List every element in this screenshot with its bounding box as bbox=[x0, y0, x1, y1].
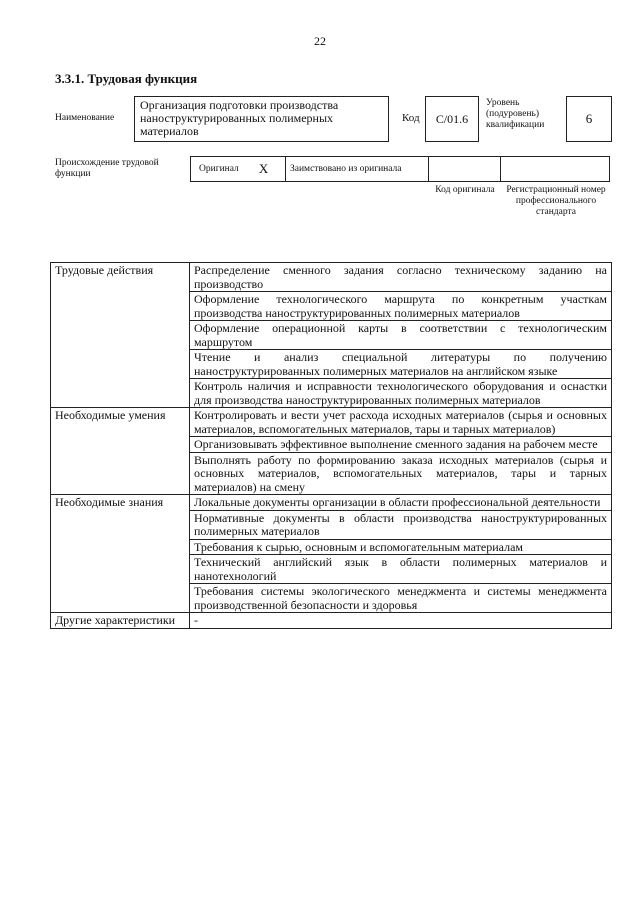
origin-reg-cell bbox=[501, 157, 609, 181]
item-cell: Оформление операционной карты в соответствии с технологическим маршрутом bbox=[190, 321, 612, 350]
item-cell: Нормативные документы в области производства наноструктурированных полимерных материалов bbox=[190, 510, 612, 539]
origin-code-caption: Код оригинала bbox=[435, 185, 495, 195]
level-label: Уровень (подуровень) квалификации bbox=[486, 98, 545, 130]
origin-original-cell bbox=[191, 157, 286, 181]
table-row bbox=[51, 263, 612, 292]
function-details-table bbox=[50, 262, 612, 629]
item-cell: Локальные документы организации в области профессиональной деятельности bbox=[190, 495, 612, 511]
table-row bbox=[51, 613, 612, 629]
item-cell: Организовывать эффективное выполнение сменного задания на рабочем месте bbox=[190, 437, 612, 453]
origin-original-mark: X bbox=[258, 161, 269, 176]
category-cell: Необходимые знания bbox=[51, 495, 190, 613]
item-cell: Оформление технологического маршрута по конкретным участкам производства наноструктурированных полимерных материалов bbox=[190, 292, 612, 321]
item-cell: Распределение сменного задания согласно техническому заданию на производство bbox=[190, 263, 612, 292]
item-cell: Выполнять работу по формированию заказа исходных материалов (сырья и основных материалов, вспомогательных материалов, тары и тарных материалов) на смену bbox=[190, 452, 612, 495]
table-row bbox=[51, 408, 612, 437]
item-cell: - bbox=[190, 613, 612, 629]
origin-label: Происхождение трудовой функции bbox=[55, 158, 159, 179]
origin-reg-caption: Регистрационный номер профессионального стандарта bbox=[506, 185, 606, 217]
item-cell: Контроль наличия и исправности технологического оборудования и оснастки для производства наноструктурированных полимерных материалов bbox=[190, 379, 612, 408]
origin-borrowed-cell bbox=[286, 157, 429, 181]
page-number: 22 bbox=[314, 34, 326, 48]
origin-original-label: Оригинал bbox=[199, 164, 239, 174]
name-label: Наименование bbox=[55, 113, 115, 123]
code-value: С/01.6 bbox=[435, 111, 469, 126]
function-details-body bbox=[51, 263, 612, 629]
category-cell: Трудовые действия bbox=[51, 263, 190, 408]
category-cell: Другие характеристики bbox=[51, 613, 190, 629]
table-row bbox=[51, 495, 612, 511]
origin-row bbox=[190, 156, 610, 182]
section-title: 3.3.1. Трудовая функция bbox=[55, 71, 198, 86]
function-name-box bbox=[134, 96, 389, 142]
origin-borrowed-label: Заимствовано из оригинала bbox=[290, 164, 402, 174]
item-cell: Требования системы экологического менеджмента и системы менеджмента производственной безопасности и здоровья bbox=[190, 584, 612, 613]
code-label: Код bbox=[402, 112, 420, 124]
level-value: 6 bbox=[585, 111, 593, 126]
category-cell: Необходимые умения bbox=[51, 408, 190, 495]
function-name-value: Организация подготовки производства наноструктурированных полимерных материалов bbox=[140, 98, 339, 138]
origin-code-cell bbox=[429, 157, 501, 181]
item-cell: Чтение и анализ специальной литературы по получению наноструктурированных полимерных материалов на английском языке bbox=[190, 350, 612, 379]
item-cell: Требования к сырью, основным и вспомогательным материалам bbox=[190, 539, 612, 555]
item-cell: Технический английский язык в области полимерных материалов и нанотехнологий bbox=[190, 555, 612, 584]
code-box bbox=[425, 96, 479, 142]
level-box bbox=[566, 96, 612, 142]
item-cell: Контролировать и вести учет расхода исходных материалов (сырья и основных материалов, вспомогательных материалов, тары и тарных материалов) bbox=[190, 408, 612, 437]
